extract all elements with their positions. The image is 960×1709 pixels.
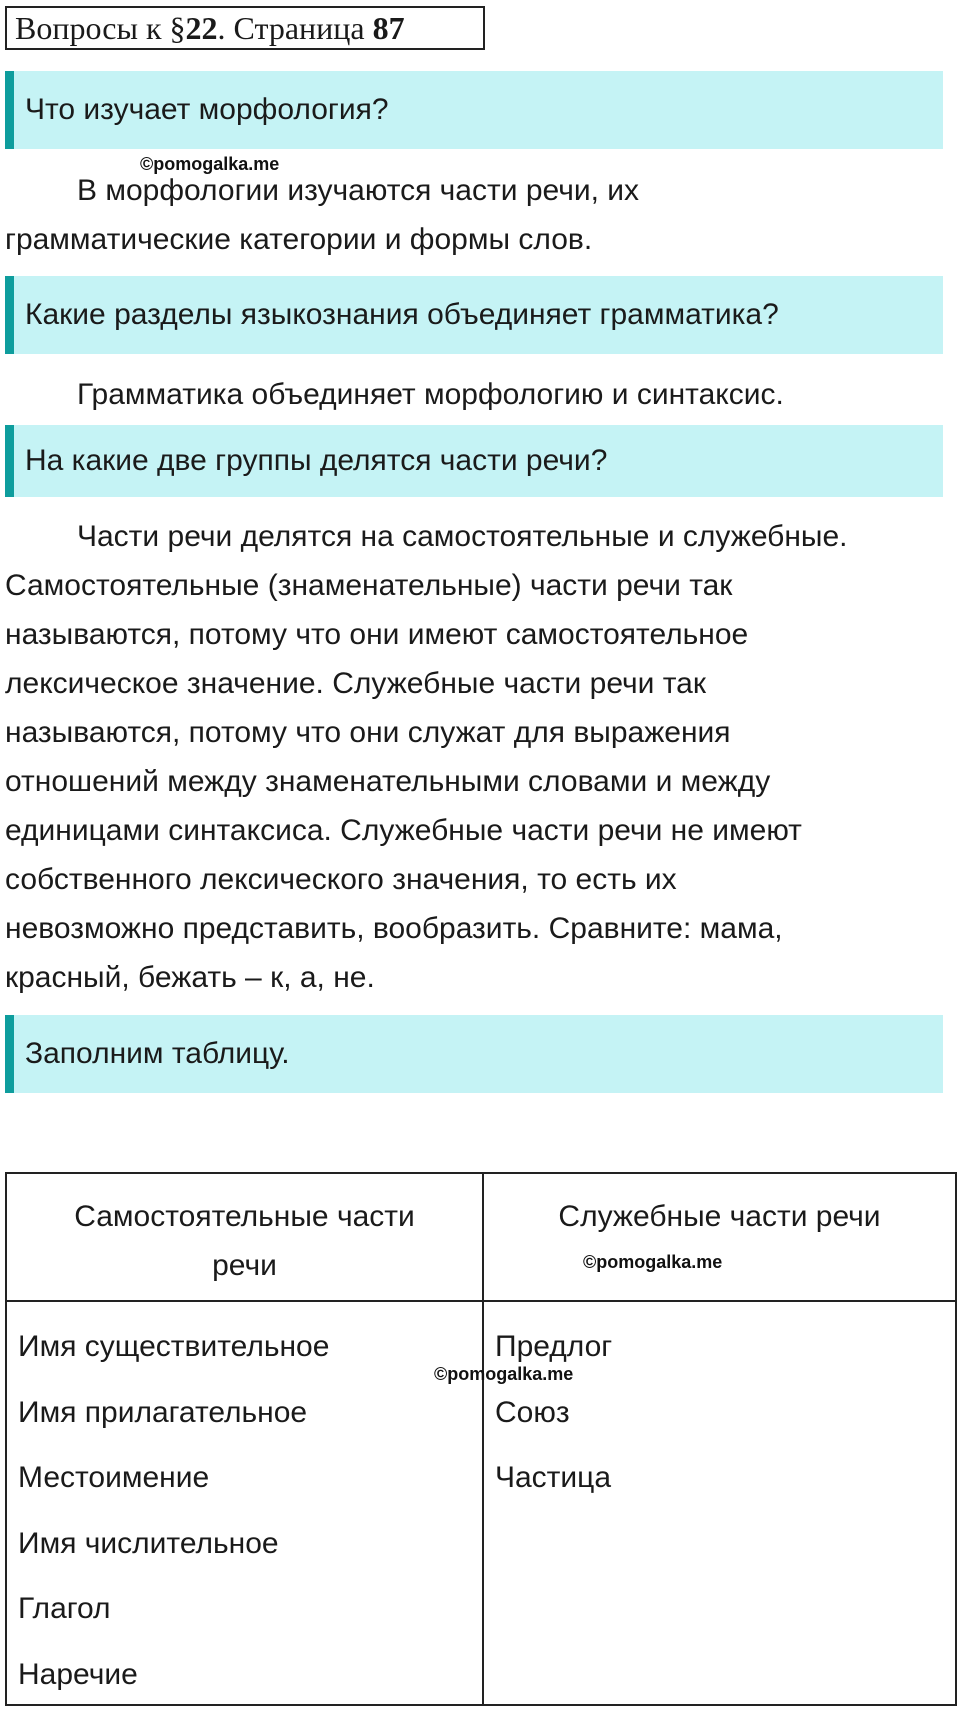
answer-2-line: Грамматика объединяет морфологию и синтаксис. — [77, 378, 784, 411]
table-cell-independent: Местоимение — [18, 1461, 210, 1494]
answer-3-line: лексическое значение. Служебные части речи так — [5, 667, 706, 700]
independent-parts-list — [18, 1314, 329, 1707]
table-column-divider — [482, 1174, 484, 1704]
answer-3-line: красный, бежать – к, а, не. — [5, 961, 375, 994]
answer-3-line: отношений между знаменательными словами и между — [5, 765, 771, 798]
answer-3 — [5, 512, 945, 1002]
question-2-text: Какие разделы языкознания объединяет грамматика? — [25, 298, 779, 331]
answer-3-line: называются, потому что они служат для выражения — [5, 716, 731, 749]
table-header-independent-line: Самостоятельные части — [74, 1200, 415, 1233]
table-cell-independent: Имя прилагательное — [18, 1395, 308, 1429]
page-header — [5, 6, 485, 50]
answer-1-line: В морфологии изучаются части речи, их — [77, 174, 640, 207]
question-2 — [5, 276, 943, 354]
table-cell-independent: Имя существительное — [18, 1330, 330, 1363]
auxiliary-parts-list — [495, 1314, 612, 1511]
table-cell-independent: Имя числительное — [18, 1526, 279, 1560]
parts-of-speech-table — [5, 1172, 957, 1706]
answer-2 — [5, 370, 945, 419]
question-1 — [5, 71, 943, 149]
answer-3-line: собственного лексического значения, то есть их — [5, 863, 677, 896]
question-3-text: На какие две группы делятся части речи? — [25, 444, 608, 477]
question-3 — [5, 425, 943, 497]
table-header-independent — [7, 1192, 482, 1290]
answer-3-line: единицами синтаксиса. Служебные части речи не имеют — [5, 814, 802, 847]
table-cell-independent: Глагол — [18, 1592, 111, 1625]
answer-3-line: невозможно представить, вообразить. Сравните: мама, — [5, 912, 783, 945]
header-prefix: Вопросы к § — [15, 10, 186, 46]
answer-3-line: Самостоятельные (знаменательные) части речи так — [5, 569, 733, 602]
answer-1 — [5, 166, 945, 264]
question-4 — [5, 1015, 943, 1093]
answer-3-line: Части речи делятся на самостоятельные и служебные. — [77, 520, 848, 553]
table-header-independent-line: речи — [212, 1249, 277, 1282]
watermark-3: ©pomogalka.me — [434, 1364, 574, 1384]
header-section-number: 22 — [185, 10, 218, 46]
watermark-1: ©pomogalka.me — [140, 154, 280, 174]
table-cell-auxiliary: Частица — [495, 1461, 612, 1494]
table-header-divider — [7, 1300, 955, 1302]
table-header-auxiliary: Служебные части речи — [558, 1200, 881, 1233]
question-1-text: Что изучает морфология? — [25, 93, 389, 126]
answer-3-line: называются, потому что они имеют самостоятельное — [5, 618, 749, 651]
header-page-number: 87 — [372, 10, 405, 46]
table-cell-independent: Наречие — [18, 1657, 138, 1691]
answer-1-line: грамматические категории и формы слов. — [5, 223, 593, 256]
header-separator: . Страница — [217, 10, 373, 46]
question-4-text: Заполним таблицу. — [25, 1037, 290, 1070]
watermark-2: ©pomogalka.me — [583, 1252, 723, 1272]
table-cell-auxiliary: Предлог — [495, 1330, 613, 1363]
table-cell-auxiliary: Союз — [495, 1395, 570, 1429]
